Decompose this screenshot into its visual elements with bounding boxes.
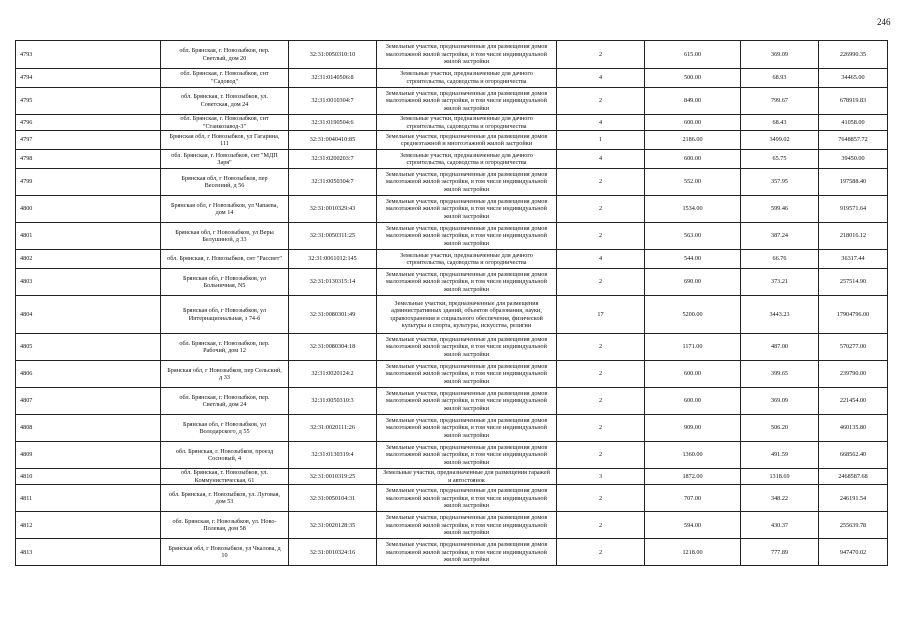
cadastral-number-cell: 32:31:0061012:145 <box>289 250 377 269</box>
cadastral-number-cell: 32:31:0130319:4 <box>289 442 377 469</box>
land-use-cell: Земельные участки, предназначенные для дачного строительства, садоводства и огородничества <box>377 69 557 88</box>
cadastral-value-cell: 218016.12 <box>819 223 888 250</box>
area-cell: 600.00 <box>645 361 741 388</box>
table-row <box>16 131 888 150</box>
specific-value-cell: 68.93 <box>741 69 819 88</box>
area-cell: 600.00 <box>645 150 741 169</box>
specific-value-cell: 68.43 <box>741 115 819 131</box>
specific-value-cell: 506.20 <box>741 415 819 442</box>
group-number-cell: 4 <box>557 69 645 88</box>
row-number: 4794 <box>16 69 161 88</box>
address-cell: Брянская обл, г Новозыбков, ул Веры Белушиной, д 33 <box>161 223 289 250</box>
group-number-cell: 2 <box>557 169 645 196</box>
area-cell: 594.00 <box>645 512 741 539</box>
specific-value-cell: 387.24 <box>741 223 819 250</box>
land-use-cell: Земельные участки, предназначенные для размещения домов малоэтажной жилой застройки, в том числе индивидуальной жилой застройки <box>377 512 557 539</box>
address-cell: обл. Брянская, г. Новозыбков, ул. Советская, дом 24 <box>161 88 289 115</box>
address-cell: Брянская обл, г Новозыбков, ул Володарского, д 55 <box>161 415 289 442</box>
specific-value-cell: 348.22 <box>741 485 819 512</box>
group-number-cell: 2 <box>557 512 645 539</box>
address-cell: обл. Брянская, г. Новозыбков, снт "Рассвет" <box>161 250 289 269</box>
specific-value-cell: 357.95 <box>741 169 819 196</box>
row-number: 4799 <box>16 169 161 196</box>
row-number: 4809 <box>16 442 161 469</box>
group-number-cell: 4 <box>557 250 645 269</box>
area-cell: 1872.00 <box>645 469 741 485</box>
table-body <box>16 41 888 566</box>
address-cell: обл. Брянская, г. Новозыбков, ул. Луговая, дом 53 <box>161 485 289 512</box>
group-number-cell: 2 <box>557 442 645 469</box>
specific-value-cell: 373.21 <box>741 269 819 296</box>
table-row <box>16 388 888 415</box>
cadastral-value-cell: 221454.00 <box>819 388 888 415</box>
table-row <box>16 269 888 296</box>
cadastral-value-cell: 39450.00 <box>819 150 888 169</box>
address-cell: Брянская обл, г Новозыбков, пер Сельский, д 33 <box>161 361 289 388</box>
land-use-cell: Земельные участки, предназначенные для размещения административных зданий, объектов образования, науки, здравоохранения и социального обеспечения, физической культуры и спорта, культуры, искусства, религии <box>377 296 557 334</box>
row-number: 4812 <box>16 512 161 539</box>
address-cell: Брянская обл, г Новозыбков, ул Чкалова, д 10 <box>161 539 289 566</box>
row-number: 4810 <box>16 469 161 485</box>
specific-value-cell: 777.89 <box>741 539 819 566</box>
table-row <box>16 334 888 361</box>
address-cell: обл. Брянская, г. Новозыбков, пер. Рабочий, дом 12 <box>161 334 289 361</box>
group-number-cell: 2 <box>557 334 645 361</box>
cadastral-value-cell: 226990.35 <box>819 41 888 69</box>
table-row <box>16 196 888 223</box>
cadastral-value-cell: 41058.00 <box>819 115 888 131</box>
address-cell: обл. Брянская, г. Новозыбков, снт "МДП Заря" <box>161 150 289 169</box>
group-number-cell: 2 <box>557 223 645 250</box>
cadastral-number-cell: 32:31:0010329:43 <box>289 196 377 223</box>
area-cell: 552.00 <box>645 169 741 196</box>
land-use-cell: Земельные участки, предназначенные для размещения домов малоэтажной жилой застройки, в том числе индивидуальной жилой застройки <box>377 388 557 415</box>
address-cell: обл. Брянская, г. Новозыбков, ул. Коммунистическая, 61 <box>161 469 289 485</box>
specific-value-cell: 66.76 <box>741 250 819 269</box>
table-row <box>16 223 888 250</box>
address-cell: обл. Брянская, г. Новозыбков, проезд Сосновый, 4 <box>161 442 289 469</box>
cadastral-value-cell: 668562.40 <box>819 442 888 469</box>
table-row <box>16 442 888 469</box>
group-number-cell: 3 <box>557 469 645 485</box>
group-number-cell: 2 <box>557 88 645 115</box>
cadastral-number-cell: 32:31:0050304:7 <box>289 169 377 196</box>
group-number-cell: 17 <box>557 296 645 334</box>
row-number: 4805 <box>16 334 161 361</box>
area-cell: 1171.00 <box>645 334 741 361</box>
specific-value-cell: 599.46 <box>741 196 819 223</box>
row-number: 4801 <box>16 223 161 250</box>
area-cell: 563.00 <box>645 223 741 250</box>
row-number: 4813 <box>16 539 161 566</box>
cadastral-value-table <box>15 40 888 566</box>
table-row <box>16 150 888 169</box>
cadastral-number-cell: 32:31:0130315:14 <box>289 269 377 296</box>
cadastral-value-cell: 919571.64 <box>819 196 888 223</box>
table-row <box>16 41 888 69</box>
address-cell: Брянская обл, г Новозыбков, ул Чапаева, дом 14 <box>161 196 289 223</box>
land-use-cell: Земельные участки, предназначенные для размещения домов малоэтажной жилой застройки, в том числе индивидуальной жилой застройки <box>377 415 557 442</box>
table-row <box>16 296 888 334</box>
table-row <box>16 469 888 485</box>
address-cell: Брянская обл, г Новозыбков, ул Интернациональная, з 74-б <box>161 296 289 334</box>
cadastral-number-cell: 32:31:0010319:25 <box>289 469 377 485</box>
cadastral-value-cell: 34465.00 <box>819 69 888 88</box>
cadastral-number-cell: 32:31:0020111:26 <box>289 415 377 442</box>
row-number: 4793 <box>16 41 161 69</box>
row-number: 4803 <box>16 269 161 296</box>
specific-value-cell: 1318.69 <box>741 469 819 485</box>
cadastral-number-cell: 32:31:0200203:7 <box>289 150 377 169</box>
group-number-cell: 2 <box>557 415 645 442</box>
cadastral-value-cell: 2468587.68 <box>819 469 888 485</box>
table-row <box>16 169 888 196</box>
row-number: 4798 <box>16 150 161 169</box>
row-number: 4804 <box>16 296 161 334</box>
land-use-cell: Земельные участки, предназначенные для размещения домов малоэтажной жилой застройки, в том числе индивидуальной жилой застройки <box>377 485 557 512</box>
cadastral-number-cell: 32:31:0050104:31 <box>289 485 377 512</box>
table-row <box>16 539 888 566</box>
page-number: 246 <box>877 17 891 27</box>
address-cell: обл. Брянская, г. Новозыбков, пер. Светлый, дом 20 <box>161 41 289 69</box>
cadastral-value-cell: 947470.02 <box>819 539 888 566</box>
table-row <box>16 361 888 388</box>
land-use-cell: Земельные участки, предназначенные для размещения домов среднеэтажной и многоэтажной жилой застройки <box>377 131 557 150</box>
area-cell: 909.00 <box>645 415 741 442</box>
specific-value-cell: 369.09 <box>741 41 819 69</box>
address-cell: обл. Брянская, г. Новозыбков, снт "Станкозавод-3" <box>161 115 289 131</box>
group-number-cell: 2 <box>557 485 645 512</box>
address-cell: Брянская обл, г Новозыбков, пер Весенний, д 56 <box>161 169 289 196</box>
cadastral-number-cell: 32:31:0050310:10 <box>289 41 377 69</box>
group-number-cell: 4 <box>557 150 645 169</box>
table-row <box>16 69 888 88</box>
specific-value-cell: 399.65 <box>741 361 819 388</box>
specific-value-cell: 3443.23 <box>741 296 819 334</box>
specific-value-cell: 491.59 <box>741 442 819 469</box>
table-row <box>16 88 888 115</box>
group-number-cell: 1 <box>557 131 645 150</box>
address-cell: обл. Брянская, г. Новозыбков, ул. Ново-Полевая, дом 58 <box>161 512 289 539</box>
cadastral-value-cell: 255639.78 <box>819 512 888 539</box>
land-use-cell: Земельные участки, предназначенные для размещения домов малоэтажной жилой застройки, в том числе индивидуальной жилой застройки <box>377 334 557 361</box>
group-number-cell: 2 <box>557 41 645 69</box>
table-row <box>16 415 888 442</box>
cadastral-value-cell: 17904796.00 <box>819 296 888 334</box>
cadastral-number-cell: 32:31:0010304:7 <box>289 88 377 115</box>
cadastral-value-cell: 239790.00 <box>819 361 888 388</box>
cadastral-value-cell: 570277.00 <box>819 334 888 361</box>
specific-value-cell: 799.67 <box>741 88 819 115</box>
table-row <box>16 485 888 512</box>
land-use-cell: Земельные участки, предназначенные для размещения домов малоэтажной жилой застройки, в том числе индивидуальной жилой застройки <box>377 269 557 296</box>
area-cell: 600.00 <box>645 388 741 415</box>
row-number: 4796 <box>16 115 161 131</box>
cadastral-value-cell: 246191.54 <box>819 485 888 512</box>
cadastral-number-cell: 32:31:0050311:25 <box>289 223 377 250</box>
area-cell: 2186.00 <box>645 131 741 150</box>
cadastral-value-cell: 257514.90 <box>819 269 888 296</box>
land-use-cell: Земельные участки, предназначенные для дачного строительства, садоводства и огородничества <box>377 115 557 131</box>
row-number: 4806 <box>16 361 161 388</box>
cadastral-number-cell: 32:31:0190504:6 <box>289 115 377 131</box>
area-cell: 849.00 <box>645 88 741 115</box>
area-cell: 1218.00 <box>645 539 741 566</box>
cadastral-value-cell: 460135.80 <box>819 415 888 442</box>
row-number: 4795 <box>16 88 161 115</box>
table-row <box>16 512 888 539</box>
address-cell: Брянская обл, г Новозыбков, ул Больничная, N5 <box>161 269 289 296</box>
cadastral-number-cell: 32:31:0010324:16 <box>289 539 377 566</box>
table-row <box>16 250 888 269</box>
address-cell: Брянская обл, г Новозыбков, ул Гагарина, 111 <box>161 131 289 150</box>
land-use-cell: Земельные участки, предназначенные для размещения домов малоэтажной жилой застройки, в том числе индивидуальной жилой застройки <box>377 361 557 388</box>
specific-value-cell: 487.00 <box>741 334 819 361</box>
address-cell: обл. Брянская, г. Новозыбков, снт "Садовод" <box>161 69 289 88</box>
specific-value-cell: 369.09 <box>741 388 819 415</box>
cadastral-value-cell: 197588.40 <box>819 169 888 196</box>
area-cell: 707.00 <box>645 485 741 512</box>
cadastral-value-cell: 678919.83 <box>819 88 888 115</box>
area-cell: 600.00 <box>645 115 741 131</box>
row-number: 4807 <box>16 388 161 415</box>
land-use-cell: Земельные участки, предназначенные для размещения домов малоэтажной жилой застройки, в том числе индивидуальной жилой застройки <box>377 196 557 223</box>
group-number-cell: 2 <box>557 269 645 296</box>
row-number: 4802 <box>16 250 161 269</box>
land-use-cell: Земельные участки, предназначенные для размещения домов малоэтажной жилой застройки, в том числе индивидуальной жилой застройки <box>377 223 557 250</box>
area-cell: 1360.00 <box>645 442 741 469</box>
address-cell: обл. Брянская, г. Новозыбков, пер. Светлый, дом 24 <box>161 388 289 415</box>
cadastral-number-cell: 32:31:0080304:18 <box>289 334 377 361</box>
row-number: 4800 <box>16 196 161 223</box>
area-cell: 5200.00 <box>645 296 741 334</box>
land-use-cell: Земельные участки, предназначенные для размещения гаражей и автостоянок <box>377 469 557 485</box>
cadastral-value-cell: 7648857.72 <box>819 131 888 150</box>
area-cell: 1534.00 <box>645 196 741 223</box>
area-cell: 615.00 <box>645 41 741 69</box>
land-use-cell: Земельные участки, предназначенные для дачного строительства, садоводства и огородничества <box>377 150 557 169</box>
land-use-cell: Земельные участки, предназначенные для размещения домов малоэтажной жилой застройки, в том числе индивидуальной жилой застройки <box>377 539 557 566</box>
area-cell: 690.00 <box>645 269 741 296</box>
area-cell: 544.00 <box>645 250 741 269</box>
land-use-cell: Земельные участки, предназначенные для размещения домов малоэтажной жилой застройки, в том числе индивидуальной жилой застройки <box>377 169 557 196</box>
cadastral-number-cell: 32:31:0050310:3 <box>289 388 377 415</box>
group-number-cell: 4 <box>557 115 645 131</box>
group-number-cell: 2 <box>557 388 645 415</box>
cadastral-number-cell: 32:31:0020128:35 <box>289 512 377 539</box>
land-use-cell: Земельные участки, предназначенные для размещения домов малоэтажной жилой застройки, в том числе индивидуальной жилой застройки <box>377 88 557 115</box>
cadastral-number-cell: 32:31:0040410:85 <box>289 131 377 150</box>
specific-value-cell: 65.75 <box>741 150 819 169</box>
land-use-cell: Земельные участки, предназначенные для размещения домов малоэтажной жилой застройки, в том числе индивидуальной жилой застройки <box>377 442 557 469</box>
specific-value-cell: 430.37 <box>741 512 819 539</box>
group-number-cell: 2 <box>557 196 645 223</box>
land-use-cell: Земельные участки, предназначенные для размещения домов малоэтажной жилой застройки, в том числе индивидуальной жилой застройки <box>377 41 557 69</box>
area-cell: 500.00 <box>645 69 741 88</box>
land-use-cell: Земельные участки, предназначенные для дачного строительства, садоводства и огородничества <box>377 250 557 269</box>
cadastral-number-cell: 32:31:0020124:2 <box>289 361 377 388</box>
table-row <box>16 115 888 131</box>
row-number: 4811 <box>16 485 161 512</box>
cadastral-number-cell: 32:31:0080301:49 <box>289 296 377 334</box>
cadastral-number-cell: 32:31:0140506:8 <box>289 69 377 88</box>
row-number: 4797 <box>16 131 161 150</box>
cadastral-value-cell: 36317.44 <box>819 250 888 269</box>
row-number: 4808 <box>16 415 161 442</box>
specific-value-cell: 3499.02 <box>741 131 819 150</box>
group-number-cell: 2 <box>557 361 645 388</box>
group-number-cell: 2 <box>557 539 645 566</box>
